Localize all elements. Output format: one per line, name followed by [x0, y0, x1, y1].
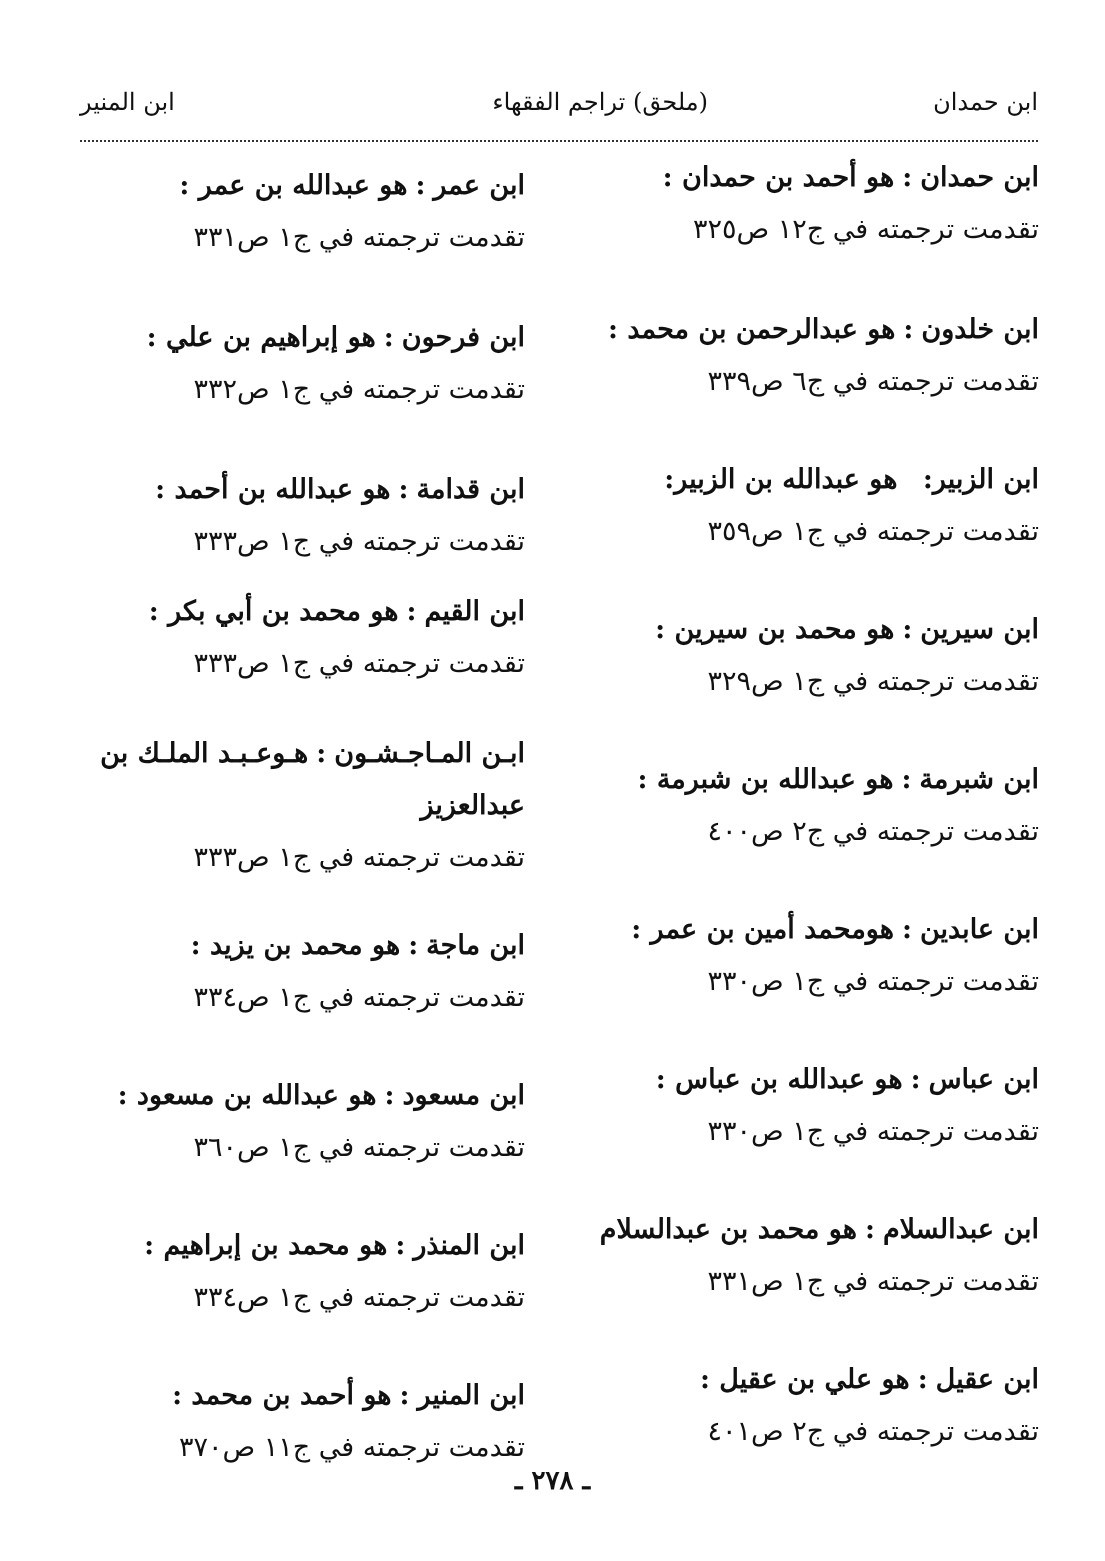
entry-name: ابن خلدون	[921, 314, 1039, 345]
biography-entry	[594, 454, 1039, 558]
entry-name: ابن عبدالسلام	[882, 1214, 1039, 1245]
entry-description: هو عبدالله بن عمر :	[179, 170, 408, 201]
entry-description: هو عبدالله بن شبرمة :	[637, 764, 894, 795]
entry-separator: :	[901, 764, 912, 795]
entry-reference: تقدمت ترجمته في ج٢ ص٤٠٠	[707, 816, 1039, 847]
biography-entry	[63, 312, 525, 416]
entry-description: هو عبدالله بن أحمد :	[155, 474, 391, 505]
entry-reference: تقدمت ترجمته في ج١ ص٣٣٠	[707, 1116, 1039, 1147]
entry-description: هو عبدالرحمن بن محمد :	[607, 314, 896, 345]
entry-name: ابن عابدين	[919, 914, 1039, 945]
biography-entry	[63, 1370, 525, 1474]
entry-reference: تقدمت ترجمته في ج١ ص٣٢٩	[707, 666, 1039, 697]
entry-name: ابن المنير	[417, 1380, 525, 1411]
entry-separator: :	[903, 314, 914, 345]
entry-separator: :	[399, 1380, 410, 1411]
entry-name: ابن حمدان	[920, 162, 1039, 193]
entry-description: هو محمد بن أبي بكر :	[148, 596, 399, 627]
entry-reference: تقدمت ترجمته في ج١ ص٣٣٤	[193, 982, 525, 1013]
entry-description: هو محمد بن عبدالسلام	[599, 1214, 857, 1245]
entry-name: ابن الزبير:	[922, 464, 1039, 495]
biography-entry	[594, 904, 1039, 1008]
entry-description: هومحمد أمين بن عمر :	[631, 914, 894, 945]
entry-name: ابن مسعود	[402, 1080, 525, 1111]
entry-description: هو أحمد بن حمدان :	[662, 162, 895, 193]
biography-entry	[63, 1220, 525, 1324]
right-column	[594, 152, 1039, 1458]
entry-name: ابن القيم	[424, 596, 525, 627]
running-header	[80, 88, 1038, 134]
entry-name: ابن فرحون	[401, 322, 525, 353]
biography-entry	[63, 160, 525, 264]
header-divider	[80, 140, 1038, 142]
biography-entry	[594, 604, 1039, 708]
biography-entry	[594, 1354, 1039, 1458]
entry-separator: :	[395, 1230, 406, 1261]
entry-separator: :	[316, 738, 327, 769]
entry-description: هو عبدالله بن مسعود :	[117, 1080, 377, 1111]
biography-entry	[594, 1054, 1039, 1158]
entry-name: ابن المنذر	[413, 1230, 525, 1261]
entry-reference: تقدمت ترجمته في ج٦ ص٣٣٩	[707, 366, 1039, 397]
entry-reference: تقدمت ترجمته في ج١ ص٣٣٣	[193, 842, 525, 873]
entry-reference: تقدمت ترجمته في ج٢ ص٤٠١	[707, 1416, 1039, 1447]
biography-entry	[63, 586, 525, 690]
biography-entry	[63, 920, 525, 1024]
entry-reference: تقدمت ترجمته في ج١ ص٣٦٠	[193, 1132, 525, 1163]
entry-name: ابن عباس	[928, 1064, 1039, 1095]
entry-description: هو علي بن عقيل :	[699, 1364, 910, 1395]
entry-description: هو محمد بن سيرين :	[655, 614, 895, 645]
biography-entry	[63, 728, 525, 884]
entry-name: ابن شبرمة	[919, 764, 1039, 795]
entry-separator: :	[864, 1214, 875, 1245]
entry-name: ابـن المـاجـشـون	[334, 738, 525, 769]
entry-reference: تقدمت ترجمته في ج١ ص٣٣٢	[193, 374, 525, 405]
entry-name: ابن عمر	[433, 170, 525, 201]
biography-entry	[594, 1204, 1039, 1308]
entry-name: ابن عقيل	[935, 1364, 1039, 1395]
entry-reference: تقدمت ترجمته في ج١ ص٣٣١	[707, 1266, 1039, 1297]
header-title: (ملحق) تراجم الفقهاء	[492, 88, 708, 116]
entry-reference: تقدمت ترجمته في ج١ ص٣٣٤	[193, 1282, 525, 1313]
header-first-entry: ابن حمدان	[933, 88, 1038, 116]
entry-description: هـوعـبـد الملـك بن عبدالعزيز	[100, 738, 525, 821]
entry-separator: :	[383, 322, 394, 353]
entry-separator: :	[910, 1064, 921, 1095]
entry-description: هو محمد بن إبراهيم :	[144, 1230, 388, 1261]
page-number: ـ ٢٧٨ ـ	[514, 1466, 591, 1496]
entry-separator: :	[384, 1080, 395, 1111]
entry-reference: تقدمت ترجمته في ج١ ص٣٥٩	[707, 516, 1039, 547]
entry-name: ابن قدامة	[416, 474, 525, 505]
entry-reference: تقدمت ترجمته في ج١ ص٣٣٠	[707, 966, 1039, 997]
entry-separator: :	[902, 614, 913, 645]
entry-description: هو إبراهيم بن علي :	[146, 322, 376, 353]
entry-reference: تقدمت ترجمته في ج١ ص٣٣٣	[193, 526, 525, 557]
entry-description: هو محمد بن يزيد :	[190, 930, 401, 961]
biography-entry	[594, 304, 1039, 408]
entry-separator: :	[406, 596, 417, 627]
entry-separator: :	[408, 930, 419, 961]
left-column	[63, 152, 525, 1474]
entry-separator: :	[398, 474, 409, 505]
entry-name: ابن ماجة	[426, 930, 525, 961]
entry-reference: تقدمت ترجمته في ج١ ص٣٣١	[193, 222, 525, 253]
biography-entry	[63, 1070, 525, 1174]
biography-entry	[594, 152, 1039, 256]
entry-reference: تقدمت ترجمته في ج١١ ص٣٧٠	[178, 1432, 525, 1463]
entry-reference: تقدمت ترجمته في ج١ ص٣٣٣	[193, 648, 525, 679]
entry-description: هو عبدالله بن عباس :	[655, 1064, 903, 1095]
entry-description: هو أحمد بن محمد :	[172, 1380, 392, 1411]
biography-entry	[594, 754, 1039, 858]
entry-name: ابن سيرين	[920, 614, 1039, 645]
entry-description: هو عبدالله بن الزبير:	[664, 464, 898, 495]
entry-separator: :	[901, 914, 912, 945]
entry-separator: :	[917, 1364, 928, 1395]
entry-separator: :	[415, 170, 426, 201]
header-last-entry: ابن المنير	[80, 88, 175, 116]
entry-reference: تقدمت ترجمته في ج١٢ ص٣٢٥	[692, 214, 1039, 245]
biography-entry	[63, 464, 525, 568]
entry-separator: :	[902, 162, 913, 193]
